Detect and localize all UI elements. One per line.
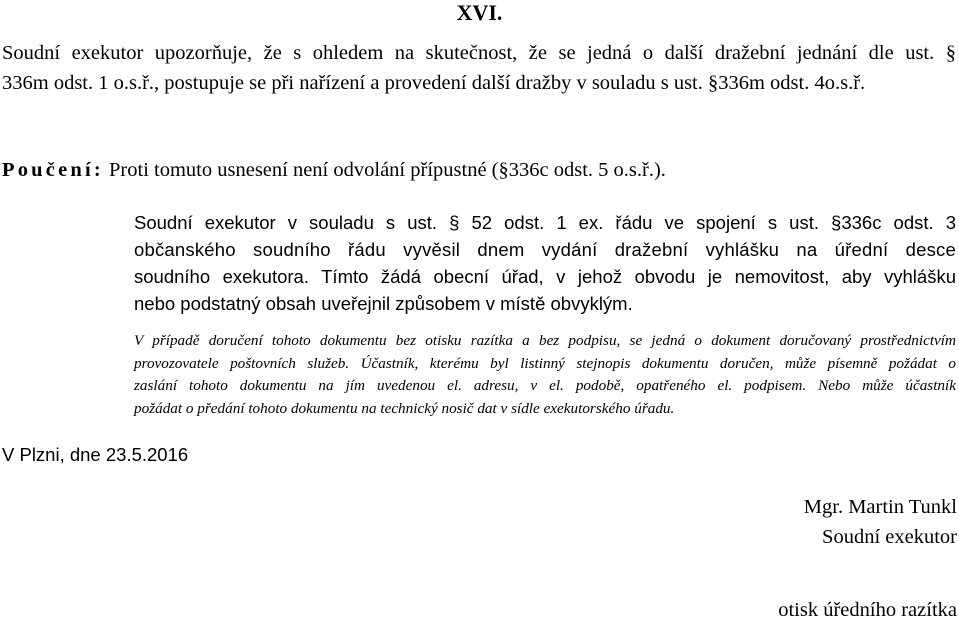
delivery-notice-paragraph <box>134 330 956 420</box>
notice-line: Soudní exekutor upozorňuje, že s ohledem na skutečnost, že se jedná o další dražební jednání dle ust. § <box>2 42 956 64</box>
notice-line: 336m odst. 1 o.s.ř., postupuje se při nařízení a provedení další dražby v souladu s ust. §336m odst. 4o.s.ř. <box>2 72 866 94</box>
delivery-notice-line: zaslání tohoto dokumentu na jím uvedenou el. adresu, v el. podobě, opatřeného el. podpisem. Nebo může účastník <box>134 377 956 394</box>
signer-name: Mgr. Martin Tunkl <box>803 496 957 518</box>
publication-line: Soudní exekutor v souladu s ust. § 52 odst. 1 ex. řádu ve spojení s ust. §336c odst. 3 <box>134 212 956 233</box>
stamp-placeholder: otisk úředního razítka <box>778 599 957 621</box>
signature-block <box>804 492 957 552</box>
signer-title: Soudní exekutor <box>822 526 957 548</box>
section-heading: XVI. <box>456 0 503 25</box>
delivery-notice-line: provozovatele poštovních služeb. Účastník, kterému byl listinný stejnopis dokumentu doručen, může písemně požádat o <box>134 354 956 372</box>
place-and-date: V Plzni, dne 23.5.2016 <box>2 444 189 465</box>
delivery-notice-line: požádat o předání tohoto dokumentu na technický nosič dat v sídle exekutorského úřadu. <box>134 399 675 417</box>
publication-line: nebo podstatný obsah uveřejnil způsobem v místě obvyklým. <box>134 293 633 314</box>
appeal-instruction <box>2 155 956 185</box>
appeal-instruction-label: Poučení: <box>2 159 104 181</box>
delivery-notice-line: V případě doručení tohoto dokumentu bez otisku razítka a bez podpisu, se jedná o dokument doručovaný prostřednictvím <box>134 332 956 349</box>
publication-paragraph <box>134 209 956 317</box>
notice-paragraph <box>2 38 956 98</box>
publication-line: občanského soudního řádu vyvěsil dnem vydání dražební vyhlášku na úřední desce <box>134 239 956 260</box>
appeal-instruction-text: Proti tomuto usnesení není odvolání přípustné (§336c odst. 5 o.s.ř.). <box>109 159 666 181</box>
publication-line: soudního exekutora. Tímto žádá obecní úřad, v jehož obvodu je nemovitost, aby vyhlášku <box>134 266 956 287</box>
